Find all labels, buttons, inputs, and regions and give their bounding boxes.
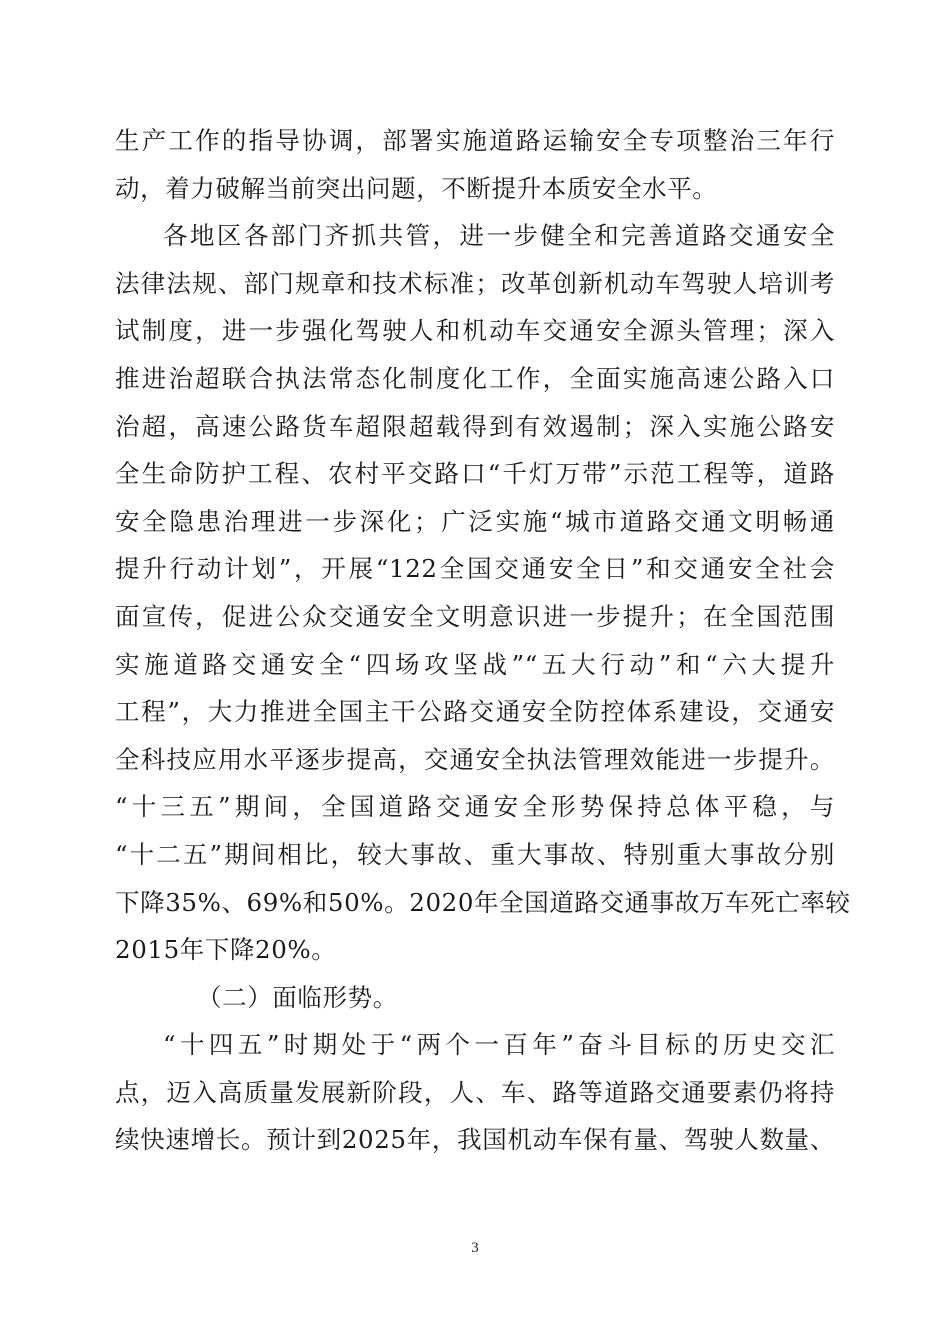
paragraph-first-line: 各地区各部门齐抓共管，进一步健全和完善道路交通安全 (163, 221, 835, 251)
text-line: “十二五”期间相比，较大事故、重大事故、特别重大事故分别 (115, 839, 835, 869)
text-line: 点，迈入高质量发展新阶段，人、车、路等道路交通要素仍将持 (115, 1077, 835, 1107)
text-line: 试制度，进一步强化驾驶人和机动车交通安全源头管理；深入 (115, 316, 835, 346)
text-line: 生产工作的指导协调，部署实施道路运输安全专项整治三年行 (115, 126, 835, 155)
text-line: 推进治超联合执法常态化制度化工作，全面实施高速公路入口 (115, 363, 835, 393)
text-line: 下降35%、69%和50%。2020年全国道路交通事故万车死亡率较 (115, 887, 851, 917)
text-line: 法律法规、部门规章和技术标准；改革创新机动车驾驶人培训考 (115, 268, 835, 298)
text-line: 面宣传，促进公众交通安全文明意识进一步提升；在全国范围 (115, 601, 835, 631)
section-heading: （二）面临形势。 (197, 982, 398, 1012)
text-line: “十三五”期间，全国道路交通安全形势保持总体平稳，与 (115, 792, 835, 822)
text-line: 治超，高速公路货车超限超载得到有效遏制；深入实施公路安 (115, 411, 835, 441)
text-line: 工程”，大力推进全国主干公路交通安全防控体系建设，交通安 (115, 697, 835, 727)
page-number: 3 (471, 1240, 479, 1256)
text-line: 动，着力破解当前突出问题，不断提升本质安全水平。 (115, 173, 718, 203)
text-line: 全生命防护工程、农村平交路口“千灯万带”示范工程等，道路 (115, 459, 835, 489)
text-line: 实施道路交通安全“四场攻坚战”“五大行动”和“六大提升 (115, 649, 835, 679)
text-line: 全科技应用水平逐步提高，交通安全执法管理效能进一步提升。 (115, 744, 835, 774)
document-body (115, 117, 851, 1164)
text-line: 提升行动计划”，开展“122全国交通安全日”和交通安全社会 (115, 554, 835, 584)
text-line: 续快速增长。预计到2025年，我国机动车保有量、驾驶人数量、 (115, 1125, 835, 1155)
paragraph-first-line: “十四五”时期处于“两个一百年”奋斗目标的历史交汇 (163, 1030, 835, 1060)
text-line: 安全隐患治理进一步深化；广泛实施“城市道路交通文明畅通 (115, 506, 835, 536)
text-line: 2015年下降20%。 (115, 935, 337, 965)
